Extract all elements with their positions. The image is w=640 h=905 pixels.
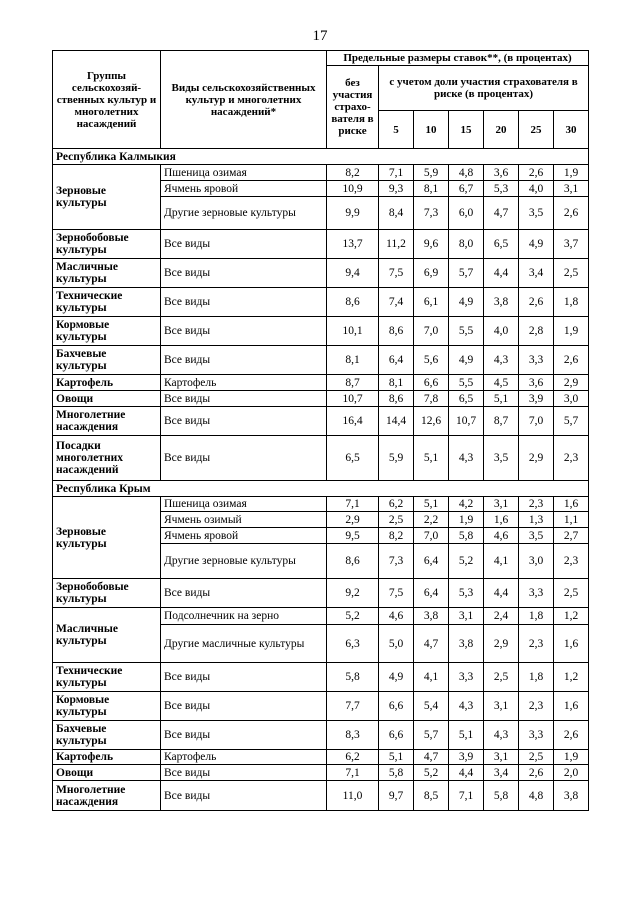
rate-with-share: 3,6 [484,165,519,181]
crop-type: Другие зерновые культуры [161,197,327,230]
rate-no-share: 8,6 [327,288,379,317]
rate-with-share: 4,9 [449,346,484,375]
crop-type: Картофель [161,375,327,391]
rate-with-share: 3,3 [519,579,554,608]
rate-with-share: 5,6 [414,346,449,375]
rate-with-share: 1,6 [554,692,589,721]
rate-with-share: 3,1 [554,181,589,197]
rate-with-share: 8,6 [379,391,414,407]
rate-with-share: 5,1 [414,436,449,481]
rate-with-share: 1,1 [554,512,589,528]
rate-with-share: 2,9 [519,436,554,481]
rate-with-share: 1,6 [484,512,519,528]
header-with-share: с учетом доли участия страхователя в риске (в процентах) [379,66,589,111]
crop-group: Технические культуры [53,288,161,317]
rate-with-share: 4,3 [449,692,484,721]
crop-type: Все виды [161,765,327,781]
table-row [53,391,589,407]
rate-no-share: 5,2 [327,608,379,625]
rate-with-share: 4,8 [519,781,554,811]
region-name: Республика Калмыкия [53,149,589,165]
rate-with-share: 9,3 [379,181,414,197]
rate-with-share: 2,6 [519,288,554,317]
rate-with-share: 9,7 [379,781,414,811]
rate-with-share: 2,6 [554,721,589,750]
rate-with-share: 4,9 [519,230,554,259]
rate-no-share: 7,7 [327,692,379,721]
header-percent: 5 [379,111,414,149]
rate-with-share: 4,6 [484,528,519,544]
table-row [53,781,589,811]
rate-with-share: 2,5 [379,512,414,528]
rate-no-share: 5,8 [327,663,379,692]
rate-with-share: 7,3 [414,197,449,230]
rate-with-share: 5,1 [414,497,449,512]
crop-type: Пшеница озимая [161,165,327,181]
crop-type: Все виды [161,663,327,692]
crop-type: Все виды [161,391,327,407]
rate-with-share: 3,1 [484,750,519,765]
rate-with-share: 5,4 [414,692,449,721]
rate-no-share: 6,3 [327,625,379,663]
crop-group: Бахчевые культуры [53,721,161,750]
crop-group: Многолетние насаждения [53,781,161,811]
crop-type: Картофель [161,750,327,765]
rate-with-share: 3,5 [484,436,519,481]
rate-with-share: 7,0 [414,317,449,346]
rate-with-share: 6,6 [414,375,449,391]
rate-with-share: 6,2 [379,497,414,512]
rate-with-share: 3,8 [554,781,589,811]
crop-type: Ячмень яровой [161,181,327,197]
rate-with-share: 5,9 [379,436,414,481]
rate-with-share: 6,6 [379,692,414,721]
table-row [53,497,589,512]
header-percent: 10 [414,111,449,149]
table-row [53,608,589,625]
rate-with-share: 4,2 [449,497,484,512]
rate-with-share: 5,7 [414,721,449,750]
table-row [53,165,589,181]
rate-with-share: 4,5 [484,375,519,391]
rate-with-share: 3,9 [449,750,484,765]
crop-group: Масличные культуры [53,259,161,288]
table-row [53,663,589,692]
rate-with-share: 7,1 [449,781,484,811]
rate-with-share: 12,6 [414,407,449,436]
rate-with-share: 2,5 [519,750,554,765]
crop-type: Ячмень озимый [161,512,327,528]
rate-with-share: 3,3 [449,663,484,692]
rate-with-share: 4,0 [519,181,554,197]
crop-group: Масличные культуры [53,608,161,663]
rate-with-share: 1,6 [554,497,589,512]
rate-with-share: 3,8 [484,288,519,317]
table-row [53,765,589,781]
rate-with-share: 1,8 [554,288,589,317]
rate-with-share: 7,5 [379,259,414,288]
rate-with-share: 7,1 [379,165,414,181]
crop-group: Картофель [53,375,161,391]
rate-with-share: 5,0 [379,625,414,663]
rate-with-share: 5,7 [554,407,589,436]
rate-with-share: 8,0 [449,230,484,259]
rate-with-share: 5,5 [449,375,484,391]
table-row [53,721,589,750]
rate-with-share: 8,4 [379,197,414,230]
table-row [53,407,589,436]
rate-with-share: 3,8 [414,608,449,625]
rate-with-share: 3,1 [484,692,519,721]
region-row [53,149,589,165]
table-row [53,750,589,765]
rate-with-share: 4,4 [449,765,484,781]
rate-no-share: 6,5 [327,436,379,481]
rate-with-share: 3,1 [484,497,519,512]
rate-with-share: 7,8 [414,391,449,407]
rate-no-share: 9,9 [327,197,379,230]
rate-with-share: 2,5 [554,259,589,288]
rate-with-share: 6,5 [449,391,484,407]
rate-with-share: 5,3 [449,579,484,608]
crop-type: Пшеница озимая [161,497,327,512]
header-percent: 25 [519,111,554,149]
rate-with-share: 7,5 [379,579,414,608]
rate-with-share: 4,1 [414,663,449,692]
crop-type: Все виды [161,692,327,721]
rate-no-share: 16,4 [327,407,379,436]
table-row [53,230,589,259]
rate-with-share: 6,4 [414,544,449,579]
header-no-share: без участия страхо-вателя в риске [327,66,379,149]
rate-with-share: 2,3 [519,625,554,663]
rate-with-share: 8,5 [414,781,449,811]
rate-with-share: 3,7 [554,230,589,259]
rate-with-share: 14,4 [379,407,414,436]
crop-type: Все виды [161,259,327,288]
rate-with-share: 4,8 [449,165,484,181]
rate-with-share: 1,6 [554,625,589,663]
rate-with-share: 2,0 [554,765,589,781]
crop-group: Овощи [53,765,161,781]
rate-with-share: 4,7 [484,197,519,230]
crop-group: Кормовые культуры [53,692,161,721]
rate-no-share: 9,5 [327,528,379,544]
rate-with-share: 4,3 [484,721,519,750]
rate-with-share: 3,0 [554,391,589,407]
rate-with-share: 3,8 [449,625,484,663]
crop-group: Технические культуры [53,663,161,692]
rate-with-share: 2,3 [554,544,589,579]
rate-with-share: 5,3 [484,181,519,197]
crop-type: Другие масличные культуры [161,625,327,663]
rate-with-share: 8,2 [379,528,414,544]
rate-with-share: 1,9 [554,750,589,765]
rate-with-share: 6,5 [484,230,519,259]
rate-with-share: 8,6 [379,317,414,346]
rate-with-share: 2,3 [519,497,554,512]
rate-with-share: 2,3 [519,692,554,721]
rate-with-share: 4,4 [484,579,519,608]
rate-with-share: 7,3 [379,544,414,579]
header-percent: 20 [484,111,519,149]
rate-with-share: 2,2 [414,512,449,528]
rate-with-share: 8,7 [484,407,519,436]
rate-with-share: 2,5 [554,579,589,608]
table-row [53,436,589,481]
rate-with-share: 3,6 [519,375,554,391]
rate-with-share: 1,8 [519,608,554,625]
rates-table [52,50,589,811]
crop-type: Другие зерновые культуры [161,544,327,579]
rate-with-share: 4,7 [414,750,449,765]
rate-with-share: 2,6 [554,346,589,375]
crop-group: Посадки многолетних насаждений [53,436,161,481]
rate-with-share: 1,3 [519,512,554,528]
rate-with-share: 2,6 [554,197,589,230]
rate-with-share: 3,1 [449,608,484,625]
rate-with-share: 3,5 [519,197,554,230]
rate-with-share: 3,0 [519,544,554,579]
rate-no-share: 8,3 [327,721,379,750]
rate-with-share: 8,1 [414,181,449,197]
rate-with-share: 8,1 [379,375,414,391]
rate-with-share: 2,4 [484,608,519,625]
header-percent: 15 [449,111,484,149]
rate-no-share: 11,0 [327,781,379,811]
rate-with-share: 1,9 [449,512,484,528]
rate-with-share: 5,1 [379,750,414,765]
table-row [53,692,589,721]
rate-with-share: 3,4 [484,765,519,781]
rate-with-share: 6,4 [379,346,414,375]
rate-with-share: 9,6 [414,230,449,259]
rate-with-share: 2,8 [519,317,554,346]
crop-type: Подсолнечник на зерно [161,608,327,625]
crop-group: Бахчевые культуры [53,346,161,375]
rate-with-share: 4,4 [484,259,519,288]
rate-with-share: 1,2 [554,663,589,692]
rate-with-share: 4,6 [379,608,414,625]
rate-no-share: 7,1 [327,497,379,512]
table-row [53,288,589,317]
rate-with-share: 5,8 [449,528,484,544]
rate-with-share: 5,7 [449,259,484,288]
rate-with-share: 6,6 [379,721,414,750]
rate-no-share: 10,9 [327,181,379,197]
rate-with-share: 5,8 [379,765,414,781]
rate-with-share: 6,1 [414,288,449,317]
rate-with-share: 6,9 [414,259,449,288]
region-name: Республика Крым [53,481,589,497]
rate-with-share: 2,5 [484,663,519,692]
rate-with-share: 2,6 [519,165,554,181]
rate-with-share: 4,1 [484,544,519,579]
rate-no-share: 8,6 [327,544,379,579]
rate-with-share: 5,1 [484,391,519,407]
table-row [53,579,589,608]
rate-with-share: 4,0 [484,317,519,346]
header-group-column: Группы сельскохозяй-ственных культур и многолетних насаждений [53,51,161,149]
crop-group: Картофель [53,750,161,765]
rate-with-share: 5,1 [449,721,484,750]
page-number: 17 [312,28,328,44]
rate-with-share: 5,5 [449,317,484,346]
rate-with-share: 3,9 [519,391,554,407]
rate-with-share: 3,4 [519,259,554,288]
rate-with-share: 7,0 [519,407,554,436]
crop-type: Все виды [161,781,327,811]
rate-with-share: 4,9 [449,288,484,317]
rate-no-share: 13,7 [327,230,379,259]
rate-with-share: 11,2 [379,230,414,259]
rate-with-share: 2,7 [554,528,589,544]
rate-no-share: 6,2 [327,750,379,765]
header-limit-title: Предельные размеры ставок**, (в процентах) [327,51,589,66]
rate-no-share: 2,9 [327,512,379,528]
rate-with-share: 1,2 [554,608,589,625]
rate-with-share: 3,3 [519,346,554,375]
crop-group: Зернобобовые культуры [53,579,161,608]
crop-type: Все виды [161,436,327,481]
rate-with-share: 1,9 [554,165,589,181]
crop-group: Овощи [53,391,161,407]
crop-group: Зернобобовые культуры [53,230,161,259]
rate-with-share: 4,9 [379,663,414,692]
rate-with-share: 6,4 [414,579,449,608]
rate-with-share: 5,2 [414,765,449,781]
table-row [53,375,589,391]
crop-type: Все виды [161,721,327,750]
rate-with-share: 5,2 [449,544,484,579]
crop-type: Все виды [161,317,327,346]
table-body [53,149,589,811]
rate-no-share: 8,7 [327,375,379,391]
rate-no-share: 8,1 [327,346,379,375]
header-type-column: Виды сельскохозяйственных культур и многолетних насаждений* [161,51,327,149]
rate-with-share: 6,7 [449,181,484,197]
table-row [53,346,589,375]
rate-no-share: 9,4 [327,259,379,288]
table-row [53,259,589,288]
crop-group: Зерновые культуры [53,165,161,230]
rate-no-share: 7,1 [327,765,379,781]
crop-group: Многолетние насаждения [53,407,161,436]
rate-with-share: 6,0 [449,197,484,230]
rate-with-share: 7,4 [379,288,414,317]
rate-with-share: 4,7 [414,625,449,663]
rate-no-share: 8,2 [327,165,379,181]
crop-group: Кормовые культуры [53,317,161,346]
crop-type: Все виды [161,230,327,259]
rate-with-share: 1,8 [519,663,554,692]
crop-type: Ячмень яровой [161,528,327,544]
rate-with-share: 1,9 [554,317,589,346]
crop-type: Все виды [161,407,327,436]
crop-type: Все виды [161,579,327,608]
rate-with-share: 10,7 [449,407,484,436]
crop-type: Все виды [161,288,327,317]
rate-with-share: 5,9 [414,165,449,181]
rate-with-share: 7,0 [414,528,449,544]
rate-with-share: 4,3 [449,436,484,481]
rate-no-share: 10,7 [327,391,379,407]
region-row [53,481,589,497]
rate-with-share: 5,8 [484,781,519,811]
rate-with-share: 2,3 [554,436,589,481]
table-row [53,317,589,346]
rate-no-share: 9,2 [327,579,379,608]
rate-with-share: 2,9 [554,375,589,391]
crop-group: Зерновые культуры [53,497,161,579]
rate-with-share: 3,5 [519,528,554,544]
rate-no-share: 10,1 [327,317,379,346]
rate-with-share: 2,6 [519,765,554,781]
rate-with-share: 4,3 [484,346,519,375]
rate-with-share: 3,3 [519,721,554,750]
crop-type: Все виды [161,346,327,375]
rate-with-share: 2,9 [484,625,519,663]
header-percent: 30 [554,111,589,149]
